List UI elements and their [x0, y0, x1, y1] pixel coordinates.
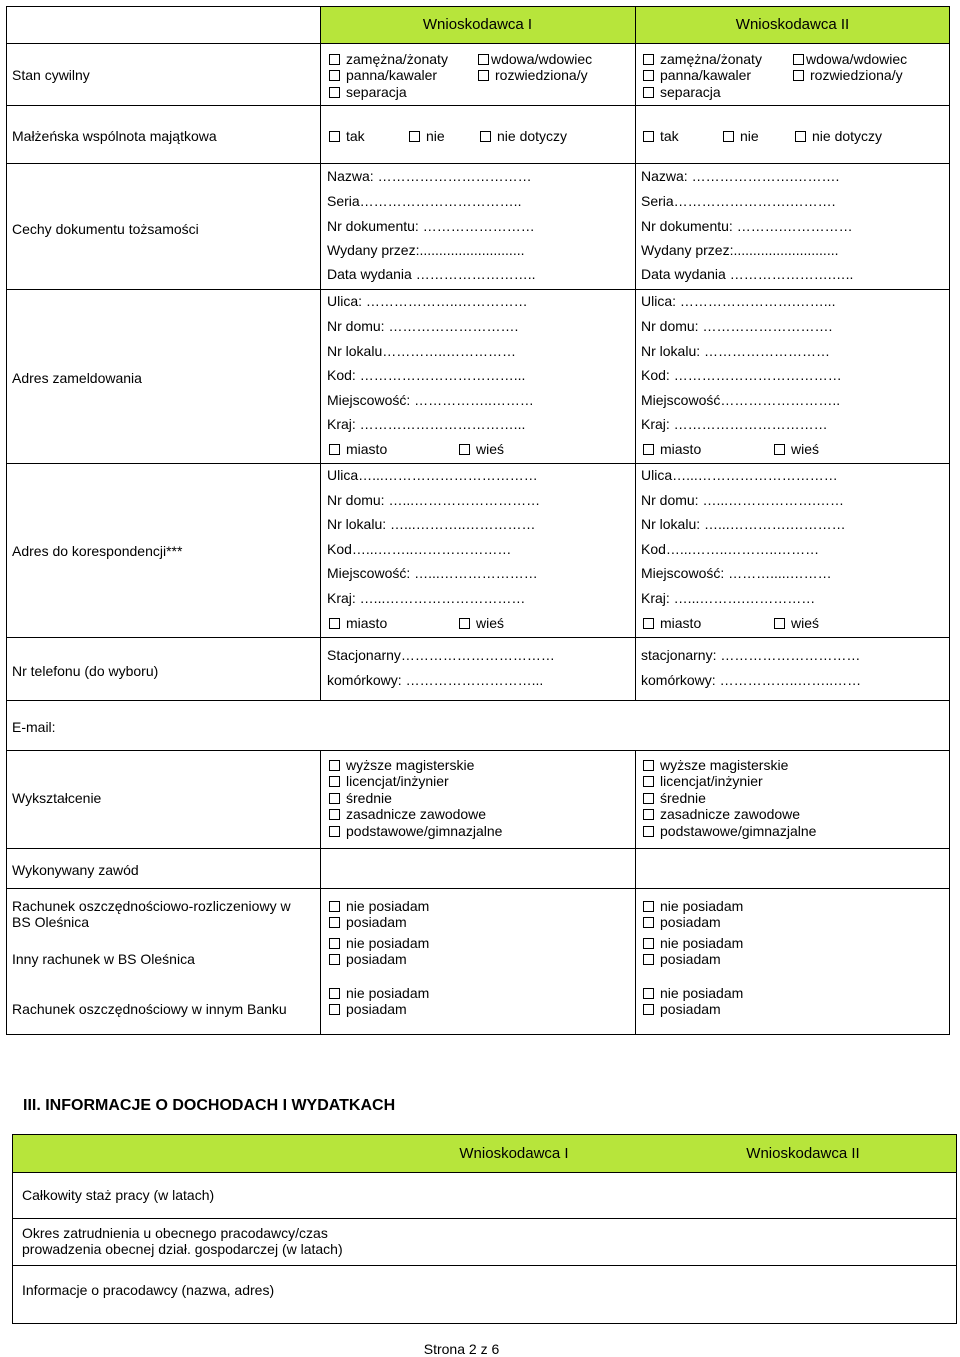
checkbox-box[interactable]	[643, 776, 654, 787]
checkbox-box[interactable]	[643, 618, 654, 629]
income-header-applicant-2: Wnioskodawca II	[746, 1145, 860, 1162]
checkbox-wspolnota-nie-2[interactable]: nie	[723, 128, 759, 144]
telefon-label: Nr telefonu (do wyboru)	[12, 663, 159, 679]
checkbox-box[interactable]	[329, 1004, 340, 1015]
checkbox-box[interactable]	[643, 131, 654, 142]
checkbox-zameldowanie-miasto-1[interactable]: miasto	[329, 441, 387, 457]
korespondencja-nrlokalu-2[interactable]: Nr lokalu: …...………….…………	[641, 516, 846, 532]
pracodawca-label: Informacje o pracodawcy (nazwa, adres)	[22, 1282, 275, 1298]
korespondencja-kod-1[interactable]: Kod…...……..…………………	[327, 541, 512, 557]
checkbox-srednie-2[interactable]: średnie	[643, 790, 706, 806]
checkbox-wspolnota-tak-2[interactable]: tak	[643, 128, 679, 144]
zameldowanie-miejscowosc-1[interactable]: Miejscowość: ……………..………	[327, 392, 534, 408]
checkbox-ror-tak-2[interactable]: posiadam	[643, 914, 721, 930]
page-number: Strona 2 z 6	[423, 1341, 500, 1357]
checkbox-podstawowe-1[interactable]: podstawowe/gimnazjalne	[329, 823, 502, 839]
checkbox-box[interactable]	[643, 809, 654, 820]
checkbox-box[interactable]	[329, 917, 340, 928]
checkbox-korespondencja-miasto-2[interactable]: miasto	[643, 615, 701, 631]
staz-pracy-label: Całkowity staż pracy (w latach)	[22, 1187, 215, 1203]
checkbox-box[interactable]	[793, 70, 804, 81]
checkbox-box[interactable]	[329, 809, 340, 820]
checkbox-zasadnicze-1[interactable]: zasadnicze zawodowe	[329, 806, 486, 822]
dokument-data-2[interactable]: Data wydania ………………….…..	[641, 266, 854, 282]
zameldowanie-nrdomu-1[interactable]: Nr domu: ……………………….	[327, 318, 519, 334]
zameldowanie-nrlokalu-2[interactable]: Nr lokalu: ………………………	[641, 343, 831, 359]
checkbox-box[interactable]	[329, 988, 340, 999]
telefon-stacjonarny-1[interactable]: Stacjonarny……………………………	[327, 647, 555, 663]
checkbox-korespondencja-miasto-1[interactable]: miasto	[329, 615, 387, 631]
checkbox-wyzsze-2[interactable]: wyższe magisterskie	[643, 757, 788, 773]
checkbox-ror-nie-1[interactable]: nie posiadam	[329, 898, 429, 914]
checkbox-box[interactable]	[793, 54, 804, 65]
checkbox-box[interactable]	[643, 938, 654, 949]
checkbox-rozwiedziona-1[interactable]: rozwiedziona/y	[478, 67, 588, 83]
checkbox-box[interactable]	[774, 618, 785, 629]
dokument-nazwa-2[interactable]: Nazwa: ………………….……….	[641, 168, 840, 184]
dokument-wydany-2[interactable]: Wydany przez:...........................	[641, 242, 839, 258]
checkbox-box[interactable]	[409, 131, 420, 142]
telefon-komorkowy-1[interactable]: komórkowy: ………………………...	[327, 672, 544, 688]
dokument-wydany-1[interactable]: Wydany przez:...........................	[327, 242, 525, 258]
checkbox-wyzsze-1[interactable]: wyższe magisterskie	[329, 757, 474, 773]
checkbox-box[interactable]	[480, 131, 491, 142]
okres-zatrudnienia-label: Okres zatrudnienia u obecnego pracodawcy/czas prowadzenia obecnej dział. gospodarczej (w latach)	[22, 1225, 343, 1257]
section-heading: III. INFORMACJE O DOCHODACH I WYDATKACH	[23, 1097, 396, 1114]
checkbox-box[interactable]	[478, 70, 489, 81]
checkbox-zamezna-2[interactable]: zamężna/żonaty	[643, 51, 762, 67]
checkbox-wspolnota-nie-1[interactable]: nie	[409, 128, 445, 144]
checkbox-box[interactable]	[329, 826, 340, 837]
dokument-nazwa-1[interactable]: Nazwa: ……………………………	[327, 168, 532, 184]
checkbox-korespondencja-wies-1[interactable]: wieś	[459, 615, 504, 631]
checkbox-box[interactable]	[329, 954, 340, 965]
dokument-numer-1[interactable]: Nr dokumentu: ……………………	[327, 218, 535, 234]
checkbox-box[interactable]	[329, 444, 340, 455]
checkbox-box[interactable]	[795, 131, 806, 142]
header-applicant-1: Wnioskodawca I	[422, 16, 533, 33]
zameldowanie-ulica-2[interactable]: Ulica: …………………….……...	[641, 293, 836, 309]
dokument-seria-1[interactable]: Seria……………………………..	[327, 193, 522, 209]
checkbox-box[interactable]	[329, 131, 340, 142]
korespondencja-ulica-2[interactable]: Ulica…...…………………………	[641, 467, 838, 483]
checkbox-bank-tak-2[interactable]: posiadam	[643, 1001, 721, 1017]
dokument-numer-2[interactable]: Nr dokumentu: ……….……………	[641, 218, 853, 234]
korespondencja-miejscowosc-2[interactable]: Miejscowość: ……….....………	[641, 565, 832, 581]
checkbox-box[interactable]	[643, 760, 654, 771]
checkbox-box[interactable]	[643, 54, 654, 65]
zameldowanie-miejscowosc-2[interactable]: Miejscowość……………………..	[641, 392, 841, 408]
checkbox-box[interactable]	[643, 917, 654, 928]
zameldowanie-nrdomu-2[interactable]: Nr domu: ……………………….	[641, 318, 833, 334]
checkbox-ror-tak-1[interactable]: posiadam	[329, 914, 407, 930]
checkbox-ror-nie-2[interactable]: nie posiadam	[643, 898, 743, 914]
checkbox-box[interactable]	[643, 70, 654, 81]
zameldowanie-label: Adres zameldowania	[12, 370, 142, 386]
checkbox-box[interactable]	[723, 131, 734, 142]
inny-rachunek-label: Inny rachunek w BS Oleśnica	[12, 951, 195, 967]
korespondencja-nrlokalu-1[interactable]: Nr lokalu: …...………..……………	[327, 516, 536, 532]
checkbox-panna-1[interactable]: panna/kawaler	[329, 67, 437, 83]
checkbox-zameldowanie-wies-2[interactable]: wieś	[774, 441, 819, 457]
rachunek-inny-bank-label: Rachunek oszczędnościowy w innym Banku	[12, 1001, 287, 1017]
checkbox-box[interactable]	[643, 954, 654, 965]
checkbox-box[interactable]	[329, 760, 340, 771]
checkbox-box[interactable]	[643, 901, 654, 912]
checkbox-wdowa-1[interactable]: wdowa/wdowiec	[478, 51, 592, 67]
checkbox-inny-nie-2[interactable]: nie posiadam	[643, 935, 743, 951]
checkbox-panna-2[interactable]: panna/kawaler	[643, 67, 751, 83]
checkbox-box[interactable]	[643, 988, 654, 999]
zameldowanie-kod-2[interactable]: Kod: ………………………………	[641, 367, 842, 383]
dokument-label: Cechy dokumentu tożsamości	[12, 221, 199, 237]
checkbox-korespondencja-wies-2[interactable]: wieś	[774, 615, 819, 631]
checkbox-rozwiedziona-2[interactable]: rozwiedziona/y	[793, 67, 903, 83]
checkbox-box[interactable]	[643, 1004, 654, 1015]
checkbox-bank-nie-2[interactable]: nie posiadam	[643, 985, 743, 1001]
email-label: E-mail:	[12, 719, 56, 735]
korespondencja-nrdomu-2[interactable]: Nr domu: …...……………….……	[641, 492, 845, 508]
checkbox-box[interactable]	[459, 444, 470, 455]
zameldowanie-kraj-2[interactable]: Kraj: ……………………………	[641, 416, 828, 432]
checkbox-zamezna-1[interactable]: zamężna/żonaty	[329, 51, 448, 67]
checkbox-box[interactable]	[329, 901, 340, 912]
dokument-data-1[interactable]: Data wydania ……………………..	[327, 266, 536, 282]
checkbox-wdowa-2[interactable]: wdowa/wdowiec	[793, 51, 907, 67]
checkbox-zameldowanie-miasto-2[interactable]: miasto	[643, 441, 701, 457]
checkbox-box[interactable]	[774, 444, 785, 455]
korespondencja-nrdomu-1[interactable]: Nr domu: …...………………………	[327, 492, 541, 508]
checkbox-inny-nie-1[interactable]: nie posiadam	[329, 935, 429, 951]
checkbox-box[interactable]	[329, 70, 340, 81]
checkbox-wspolnota-nd-1[interactable]: nie dotyczy	[480, 128, 567, 144]
checkbox-box[interactable]	[643, 793, 654, 804]
checkbox-bank-tak-1[interactable]: posiadam	[329, 1001, 407, 1017]
checkbox-box[interactable]	[329, 938, 340, 949]
korespondencja-ulica-1[interactable]: Ulica…...……………………………	[327, 467, 538, 483]
checkbox-separacja-1[interactable]: separacja	[329, 84, 407, 100]
wyksztalcenie-label: Wykształcenie	[12, 790, 102, 806]
telefon-stacjonarny-2[interactable]: stacjonarny: …………………………	[641, 647, 861, 663]
checkbox-separacja-2[interactable]: separacja	[643, 84, 721, 100]
checkbox-licencjat-1[interactable]: licencjat/inżynier	[329, 773, 449, 789]
checkbox-box[interactable]	[643, 87, 654, 98]
checkbox-box[interactable]	[478, 54, 489, 65]
zameldowanie-kod-1[interactable]: Kod: ……………………………...	[327, 367, 526, 383]
stan-cywilny-label: Stan cywilny	[12, 67, 90, 83]
rachunek-ror-label: Rachunek oszczędnościowo-rozliczeniowy w BS Oleśnica	[12, 898, 291, 930]
checkbox-box[interactable]	[329, 618, 340, 629]
checkbox-wspolnota-nd-2[interactable]: nie dotyczy	[795, 128, 882, 144]
checkbox-box[interactable]	[459, 618, 470, 629]
korespondencja-miejscowosc-1[interactable]: Miejscowość: …...…………………	[327, 565, 538, 581]
checkbox-zasadnicze-2[interactable]: zasadnicze zawodowe	[643, 806, 800, 822]
checkbox-box[interactable]	[329, 776, 340, 787]
checkbox-box[interactable]	[643, 444, 654, 455]
checkbox-zameldowanie-wies-1[interactable]: wieś	[459, 441, 504, 457]
zameldowanie-nrlokalu-1[interactable]: Nr lokalu…………..……………	[327, 343, 517, 359]
wspolnota-label: Małżeńska wspólnota majątkowa	[12, 128, 217, 144]
korespondencja-kod-2[interactable]: Kod…...……..………..………	[641, 541, 820, 557]
checkbox-licencjat-2[interactable]: licencjat/inżynier	[643, 773, 763, 789]
zameldowanie-ulica-1[interactable]: Ulica: ………………..……………	[327, 293, 528, 309]
checkbox-wspolnota-tak-1[interactable]: tak	[329, 128, 365, 144]
checkbox-box[interactable]	[643, 826, 654, 837]
korespondencja-kraj-1[interactable]: Kraj: …...…………………………	[327, 590, 526, 606]
checkbox-box[interactable]	[329, 87, 340, 98]
zawod-label: Wykonywany zawód	[12, 862, 139, 878]
dokument-seria-2[interactable]: Seria…………………….……….	[641, 193, 836, 209]
checkbox-box[interactable]	[329, 793, 340, 804]
zameldowanie-kraj-1[interactable]: Kraj: ……………………………...	[327, 416, 526, 432]
checkbox-srednie-1[interactable]: średnie	[329, 790, 392, 806]
telefon-komorkowy-2[interactable]: komórkowy: ……………..……..……	[641, 672, 862, 688]
checkbox-podstawowe-2[interactable]: podstawowe/gimnazjalne	[643, 823, 816, 839]
checkbox-inny-tak-2[interactable]: posiadam	[643, 951, 721, 967]
checkbox-bank-nie-1[interactable]: nie posiadam	[329, 985, 429, 1001]
korespondencja-kraj-2[interactable]: Kraj: …...……….……………	[641, 590, 816, 606]
checkbox-box[interactable]	[329, 54, 340, 65]
header-applicant-2: Wnioskodawca II	[735, 16, 850, 33]
checkbox-inny-tak-1[interactable]: posiadam	[329, 951, 407, 967]
income-header-applicant-1: Wnioskodawca I	[459, 1145, 569, 1162]
korespondencja-label: Adres do korespondencji***	[12, 543, 183, 559]
